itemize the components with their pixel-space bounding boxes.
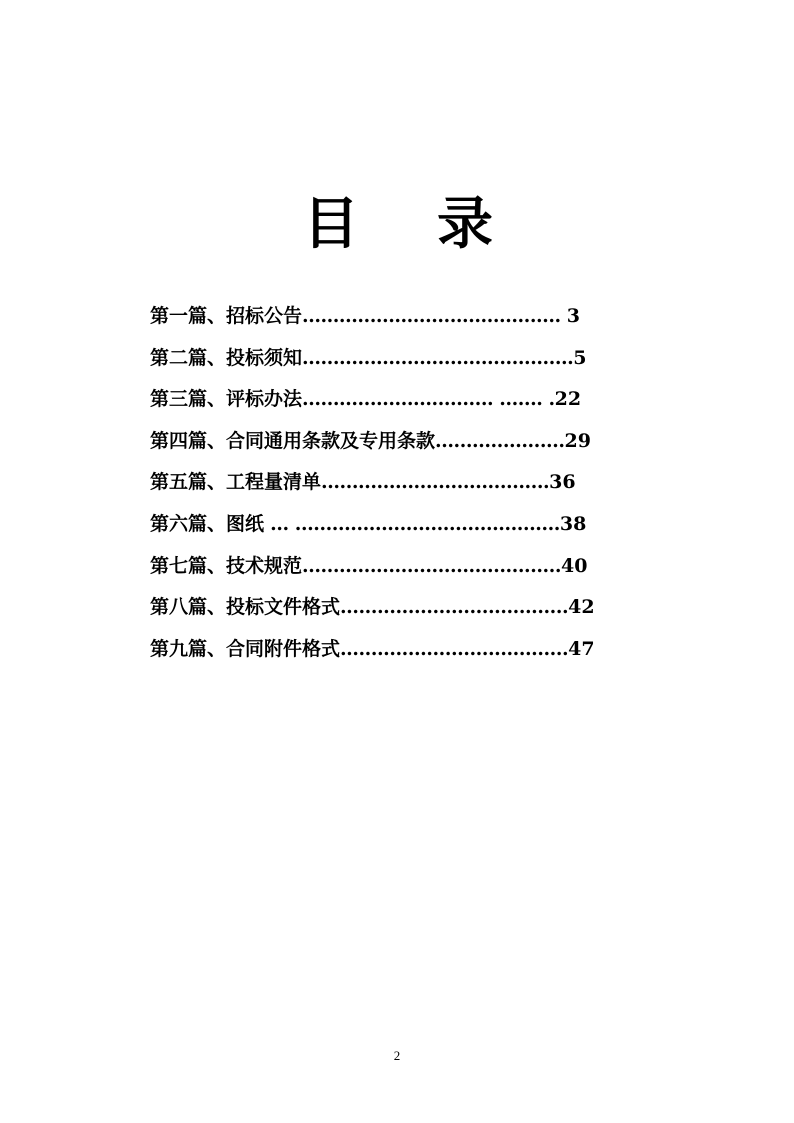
toc-name: 图纸 xyxy=(226,512,265,535)
toc-leader: .……………………………… xyxy=(340,596,569,619)
toc-entry-9[interactable] xyxy=(150,635,650,677)
toc-entry-6[interactable] xyxy=(150,510,650,552)
toc-leader: …………………………………… xyxy=(302,554,562,577)
toc-name: 投标须知 xyxy=(226,346,303,369)
toc-entry-4[interactable] xyxy=(150,427,650,469)
toc-chapter: 第二篇、 xyxy=(150,346,227,369)
toc-page: 22 xyxy=(554,388,582,411)
toc-chapter: 第一篇、 xyxy=(150,305,227,327)
toc-page: 36 xyxy=(549,471,576,494)
table-of-contents xyxy=(150,302,650,676)
toc-entry-8[interactable] xyxy=(150,593,650,635)
toc-chapter: 第八篇、 xyxy=(150,596,227,619)
toc-page: 42 xyxy=(568,596,595,619)
toc-page: 38 xyxy=(559,512,587,535)
toc-name: 评标办法 xyxy=(226,388,303,411)
toc-name: 技术规范 xyxy=(226,554,303,577)
toc-chapter: 第九篇、 xyxy=(150,637,227,660)
toc-title-char-2: 录 xyxy=(437,192,493,257)
toc-name: 招标公告 xyxy=(226,305,303,327)
toc-leader: …...………....…….……………. xyxy=(302,305,567,327)
toc-chapter: 第五篇、 xyxy=(150,471,227,494)
page-number: 2 xyxy=(393,1048,401,1063)
toc-chapter: 第四篇、 xyxy=(150,429,227,452)
toc-page: 3 xyxy=(566,305,580,327)
toc-page: 47 xyxy=(568,637,595,660)
toc-leader: …………………………. ……. . xyxy=(302,388,555,411)
toc-chapter: 第三篇、 xyxy=(150,388,227,411)
toc-chapter: 第七篇、 xyxy=(150,554,227,577)
toc-entry-3[interactable] xyxy=(150,385,650,427)
toc-entry-2[interactable] xyxy=(150,344,650,386)
toc-page: 5 xyxy=(573,346,587,369)
toc-page: 40 xyxy=(561,554,588,577)
toc-name: 工程量清单 xyxy=(226,471,322,494)
toc-page: 29 xyxy=(564,429,591,452)
toc-chapter: 第六篇、 xyxy=(150,512,227,535)
toc-entry-7[interactable] xyxy=(150,552,650,594)
toc-name: 投标文件格式 xyxy=(226,596,341,619)
toc-entry-5[interactable] xyxy=(150,468,650,510)
toc-title-char-1: 目 xyxy=(303,192,359,257)
toc-name: 合同通用条款及专用条款 xyxy=(226,429,436,452)
toc-entry-1[interactable] xyxy=(150,302,650,344)
toc-leader: …………………………………….. xyxy=(302,346,574,369)
toc-title xyxy=(0,190,794,260)
toc-leader: .……………………………… xyxy=(340,637,569,660)
toc-leader: ………………… xyxy=(435,429,565,452)
toc-name: 合同附件格式 xyxy=(226,637,341,660)
toc-leader: … ……………………………………. xyxy=(264,512,560,535)
toc-leader: ………………………………. xyxy=(321,471,550,494)
